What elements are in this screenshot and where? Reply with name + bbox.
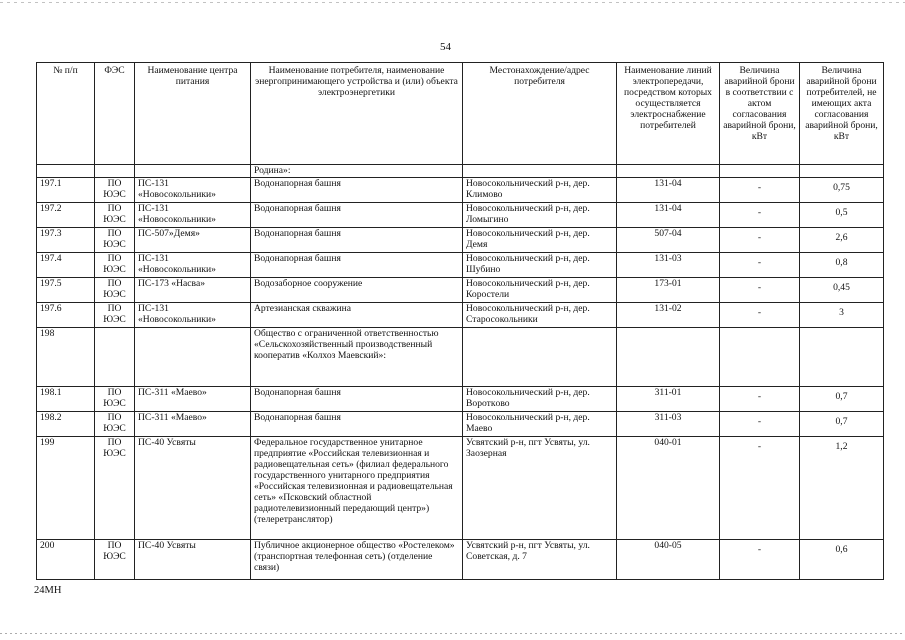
table-row <box>37 387 884 412</box>
row-number: 197.4 <box>37 253 95 278</box>
continuation-text: Родина»: <box>251 165 463 178</box>
row-consumer: Общество с ограниченной ответственностью «Сельскохозяйственный производственный кооператив «Колхоз Маевский»: <box>251 328 463 387</box>
header-fes: ФЭС <box>95 63 135 165</box>
row-power-center: ПС-131 «Новосокольники» <box>135 303 251 328</box>
row-power-line: 507-04 <box>617 228 720 253</box>
table-row <box>37 178 884 203</box>
row-power-line: 311-03 <box>617 412 720 437</box>
table-row <box>37 540 884 580</box>
row-reserve-no-act: 3 <box>800 303 884 328</box>
row-consumer: Водонапорная башня <box>251 412 463 437</box>
row-power-line: 311-01 <box>617 387 720 412</box>
table-row <box>37 278 884 303</box>
table-row <box>37 412 884 437</box>
row-fes: ПО ЮЭС <box>95 203 135 228</box>
row-number: 199 <box>37 437 95 540</box>
row-reserve-act: - <box>720 303 800 328</box>
row-power-center: ПС-173 «Насва» <box>135 278 251 303</box>
continuation-row <box>37 165 884 178</box>
row-location: Новосокольнический р-н, дер. Шубино <box>463 253 617 278</box>
reserve-table <box>36 62 884 580</box>
row-reserve-no-act: 0,7 <box>800 387 884 412</box>
row-location: Усвятский р-н, пгт Усвяты, ул. Советская, д. 7 <box>463 540 617 580</box>
row-reserve-no-act: 1,2 <box>800 437 884 540</box>
page-number: 54 <box>440 41 451 53</box>
row-fes: ПО ЮЭС <box>95 278 135 303</box>
row-reserve-act: - <box>720 203 800 228</box>
row-reserve-act: - <box>720 412 800 437</box>
row-fes: ПО ЮЭС <box>95 228 135 253</box>
row-location: Новосокольнический р-н, дер. Старосокольники <box>463 303 617 328</box>
row-reserve-no-act: 0,6 <box>800 540 884 580</box>
row-fes: ПО ЮЭС <box>95 540 135 580</box>
row-consumer: Водонапорная башня <box>251 387 463 412</box>
header-center: Наименование центра питания <box>135 63 251 165</box>
row-consumer: Водонапорная башня <box>251 228 463 253</box>
row-location: Новосокольнический р-н, дер. Ломыгино <box>463 203 617 228</box>
header-num: № п/п <box>37 63 95 165</box>
row-power-line: 040-05 <box>617 540 720 580</box>
row-reserve-no-act: 0,5 <box>800 203 884 228</box>
row-power-line <box>617 328 720 387</box>
row-power-line: 131-03 <box>617 253 720 278</box>
row-power-center: ПС-311 «Маево» <box>135 387 251 412</box>
row-power-center: ПС-40 Усвяты <box>135 437 251 540</box>
row-power-line: 040-01 <box>617 437 720 540</box>
row-number: 197.6 <box>37 303 95 328</box>
row-power-center <box>135 328 251 387</box>
row-power-line: 131-04 <box>617 178 720 203</box>
row-location <box>463 328 617 387</box>
header-lines: Наименование линий электропередачи, посредством которых осуществляется электроснабжение потребителей <box>617 63 720 165</box>
header-consumer: Наименование потребителя, наименование энергопринимающего устройства и (или) объекта электроэнергетики <box>251 63 463 165</box>
row-location: Новосокольнический р-н, дер. Коростели <box>463 278 617 303</box>
header-location: Местонахождение/адрес потребителя <box>463 63 617 165</box>
row-reserve-act: - <box>720 253 800 278</box>
row-number: 197.5 <box>37 278 95 303</box>
row-consumer: Водонапорная башня <box>251 178 463 203</box>
table-row <box>37 437 884 540</box>
row-consumer: Публичное акционерное общество «Ростелеком» (транспортная телефонная сеть) (отделение связи) <box>251 540 463 580</box>
row-consumer: Водонапорная башня <box>251 253 463 278</box>
row-consumer: Федеральное государственное унитарное предприятие «Российская телевизионная и радиовещательная сеть» (филиал федерального государственного унитарного предприятия «Российская телевизионная и радиовещательная сеть» «Псковский областной радиотелевизионный передающий центр») (телеретранслятор) <box>251 437 463 540</box>
row-location: Новосокольнический р-н, дер. Климово <box>463 178 617 203</box>
row-location: Новосокольнический р-н, дер. Маево <box>463 412 617 437</box>
row-consumer: Артезианская скважина <box>251 303 463 328</box>
row-consumer: Водонапорная башня <box>251 203 463 228</box>
row-reserve-no-act: 0,45 <box>800 278 884 303</box>
row-reserve-act: - <box>720 437 800 540</box>
row-location: Усвятский р-н, пгт Усвяты, ул. Заозерная <box>463 437 617 540</box>
row-power-center: ПС-507»Демя» <box>135 228 251 253</box>
table-row <box>37 328 884 387</box>
row-fes <box>95 328 135 387</box>
row-fes: ПО ЮЭС <box>95 412 135 437</box>
row-location: Новосокольнический р-н, дер. Демя <box>463 228 617 253</box>
row-reserve-no-act: 0,7 <box>800 412 884 437</box>
row-power-line: 173-01 <box>617 278 720 303</box>
row-number: 200 <box>37 540 95 580</box>
row-fes: ПО ЮЭС <box>95 387 135 412</box>
row-number: 198.1 <box>37 387 95 412</box>
row-reserve-no-act: 0,75 <box>800 178 884 203</box>
table-row <box>37 253 884 278</box>
row-reserve-no-act: 0,8 <box>800 253 884 278</box>
table-row <box>37 303 884 328</box>
row-reserve-act: - <box>720 228 800 253</box>
row-number: 198 <box>37 328 95 387</box>
row-reserve-act: - <box>720 387 800 412</box>
row-fes: ПО ЮЭС <box>95 178 135 203</box>
row-reserve-act <box>720 328 800 387</box>
row-location: Новосокольнический р-н, дер. Вороткoво <box>463 387 617 412</box>
row-reserve-act: - <box>720 178 800 203</box>
row-number: 197.3 <box>37 228 95 253</box>
row-power-center: ПС-311 «Маево» <box>135 412 251 437</box>
row-fes: ПО ЮЭС <box>95 437 135 540</box>
row-power-center: ПС-40 Усвяты <box>135 540 251 580</box>
row-reserve-act: - <box>720 540 800 580</box>
header-reserve-no-act: Величина аварийной брони потребителей, не имеющих акта согласования аварийной брони, кВт <box>800 63 884 165</box>
header-reserve-act: Величина аварийной брони в соответствии с актом согласования аварийной брони, кВт <box>720 63 800 165</box>
row-number: 197.1 <box>37 178 95 203</box>
row-power-line: 131-04 <box>617 203 720 228</box>
row-reserve-no-act: 2,6 <box>800 228 884 253</box>
scan-artifact-top <box>0 2 905 3</box>
scan-artifact-bottom <box>0 633 905 634</box>
row-reserve-act: - <box>720 278 800 303</box>
row-reserve-no-act <box>800 328 884 387</box>
row-power-center: ПС-131 «Новосокольники» <box>135 178 251 203</box>
row-number: 198.2 <box>37 412 95 437</box>
row-number: 197.2 <box>37 203 95 228</box>
footer-code: 24МН <box>34 585 62 596</box>
row-fes: ПО ЮЭС <box>95 303 135 328</box>
table-row <box>37 203 884 228</box>
row-consumer: Водозаборное сооружение <box>251 278 463 303</box>
row-fes: ПО ЮЭС <box>95 253 135 278</box>
row-power-center: ПС-131 «Новосокольники» <box>135 253 251 278</box>
table-row <box>37 228 884 253</box>
row-power-center: ПС-131 «Новосокольники» <box>135 203 251 228</box>
row-power-line: 131-02 <box>617 303 720 328</box>
header-row <box>37 63 884 165</box>
